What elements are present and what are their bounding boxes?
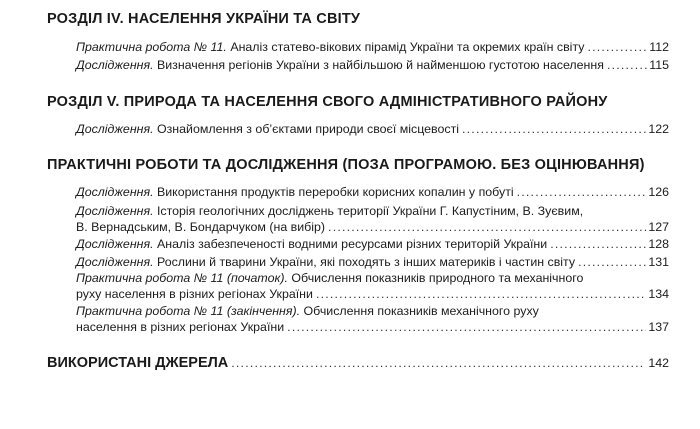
entry-text: Ознайомлення з об’єктами природи своєї місцевості xyxy=(156,122,460,136)
entry-text: Використання продуктів переробки корисних копалин у побуті xyxy=(156,185,514,199)
entry-kind: Дослідження. xyxy=(76,58,154,72)
leader-dots xyxy=(462,121,646,137)
entry-text-top: Історія геологічних досліджень території України Г. Капустіним, В. Зуєвим, xyxy=(156,204,584,218)
leader-dots xyxy=(316,286,646,302)
toc-entry-sources xyxy=(47,355,669,371)
sources-title: ВИКОРИСТАНІ ДЖЕРЕЛА xyxy=(47,355,229,371)
page-number: 122 xyxy=(648,122,669,136)
page-number: 127 xyxy=(648,220,669,234)
entry-kind: Дослідження. xyxy=(76,122,154,136)
leader-dots xyxy=(607,57,647,73)
entry-text: Аналіз статево-вікових пірамід України та окремих країн світу xyxy=(230,40,585,54)
entry-text: Рослини й тварини України, які походять з інших материків і частин світу xyxy=(156,255,576,269)
entry-kind: Дослідження. xyxy=(76,185,154,199)
toc-entry xyxy=(76,303,669,335)
page-number: 128 xyxy=(648,237,669,251)
entry-text: Аналіз забезпеченості водними ресурсами різних територій України xyxy=(156,237,548,251)
toc-entry xyxy=(76,39,669,55)
leader-dots xyxy=(550,236,646,252)
page-number: 134 xyxy=(648,287,669,301)
entry-text: руху населення в різних регіонах України xyxy=(76,287,313,301)
entry-kind: Дослідження. xyxy=(76,204,154,218)
entry-kind: Практична робота № 11 (початок). xyxy=(76,271,288,285)
leader-dots xyxy=(328,219,646,235)
page-number: 137 xyxy=(648,320,669,334)
leader-dots xyxy=(587,39,647,55)
page-number: 142 xyxy=(648,356,669,370)
section-title-extra-works: ПРАКТИЧНІ РОБОТИ ТА ДОСЛІДЖЕННЯ (ПОЗА ПРОГРАМОЮ. БЕЗ ОЦІНЮВАННЯ) xyxy=(47,157,645,173)
toc-entry xyxy=(76,270,669,302)
page-number: 131 xyxy=(648,255,669,269)
leader-dots xyxy=(287,319,646,335)
entry-text-top: Обчислення показників природного та механічного xyxy=(291,271,584,285)
toc-entry xyxy=(76,184,669,200)
toc-entry xyxy=(76,121,669,137)
entry-kind: Практична робота № 11. xyxy=(76,40,227,54)
toc-entry xyxy=(76,236,669,252)
toc-entry xyxy=(76,57,669,73)
entry-kind: Дослідження. xyxy=(76,237,154,251)
page-number: 126 xyxy=(648,185,669,199)
entry-text: Визначення регіонів України з найбільшою й найменшою густотою населення xyxy=(156,58,604,72)
leader-dots xyxy=(231,356,645,370)
page-number: 115 xyxy=(649,58,669,72)
section-title-population: РОЗДІЛ IV. НАСЕЛЕННЯ УКРАЇНИ ТА СВІТУ xyxy=(47,11,361,27)
entry-text-top: Обчислення показників механічного руху xyxy=(303,304,539,318)
entry-kind: Практична робота № 11 (закінчення). xyxy=(76,304,301,318)
entry-kind: Дослідження. xyxy=(76,255,154,269)
toc-entry xyxy=(76,254,669,270)
page-number: 112 xyxy=(649,40,669,54)
leader-dots xyxy=(578,254,646,270)
section-title-region: РОЗДІЛ V. ПРИРОДА ТА НАСЕЛЕННЯ СВОГО АДМІНІСТРАТИВНОГО РАЙОНУ xyxy=(47,94,608,110)
leader-dots xyxy=(517,184,647,200)
entry-text: В. Вернадським, В. Бондарчуком (на вибір) xyxy=(76,220,326,234)
toc-entry xyxy=(76,203,669,235)
entry-text: населення в різних регіонах України xyxy=(76,320,285,334)
